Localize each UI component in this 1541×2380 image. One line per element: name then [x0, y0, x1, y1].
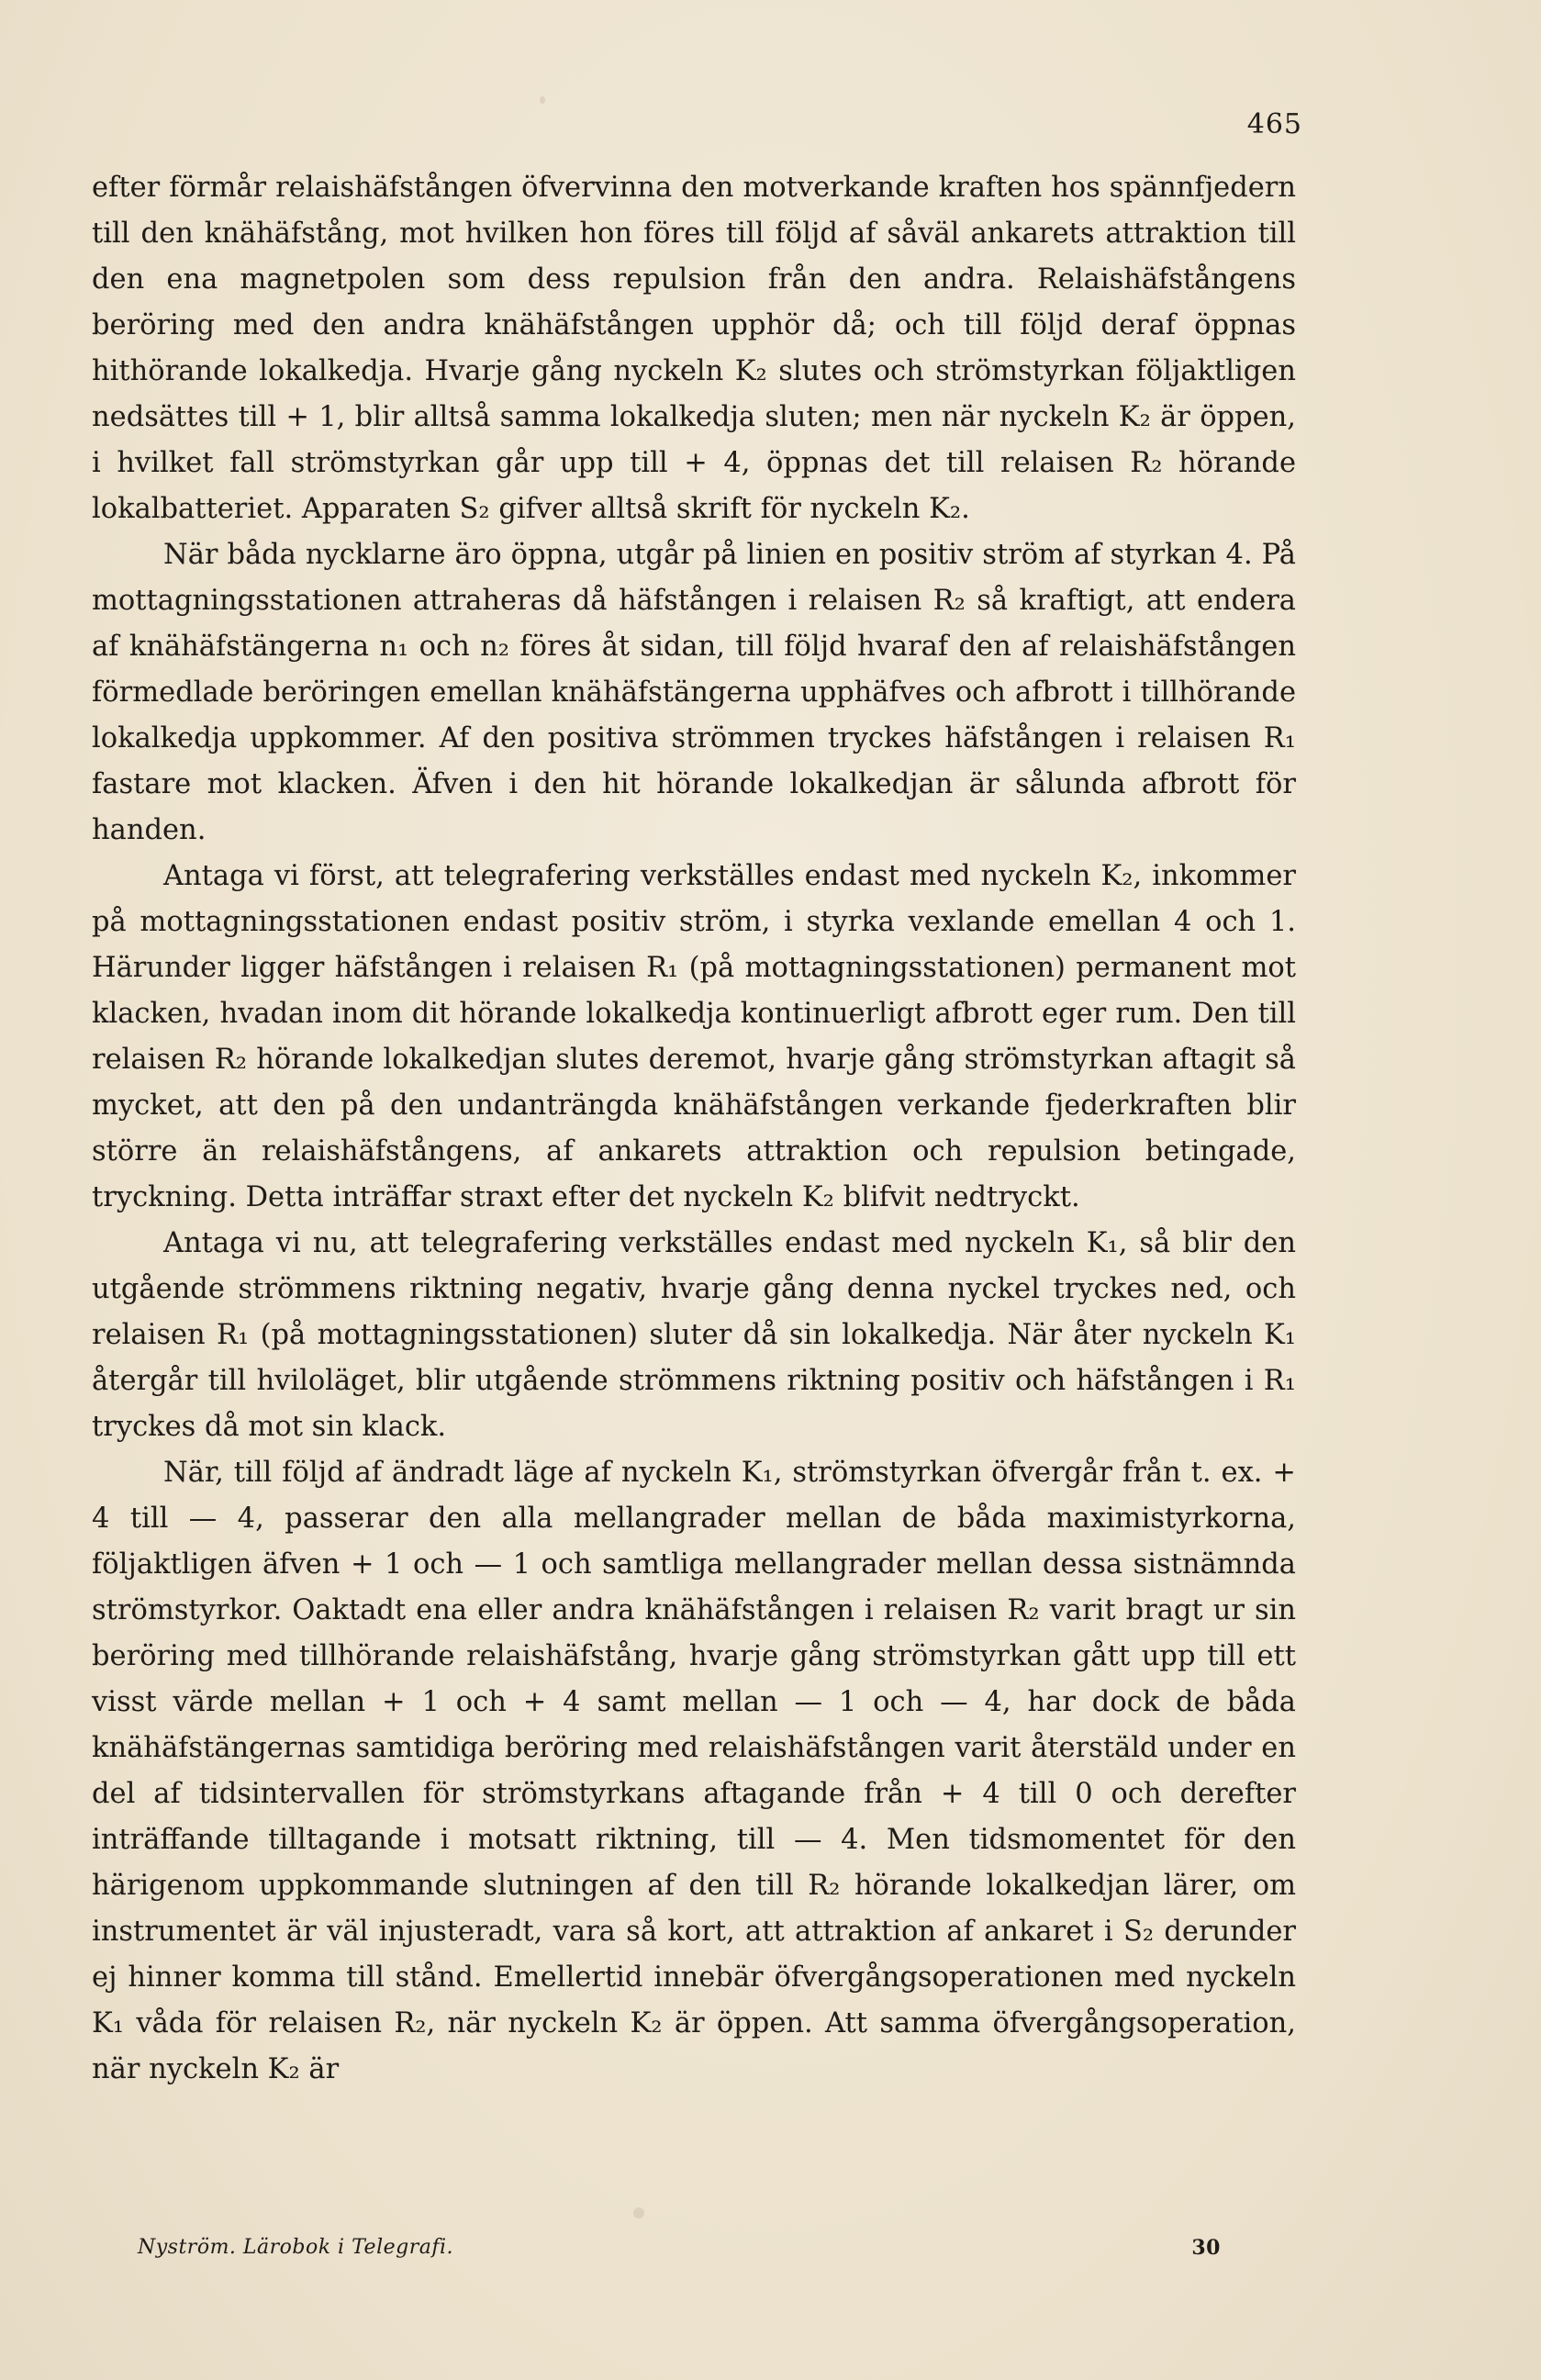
paper-stain: [540, 96, 545, 104]
paragraph: Antaga vi nu, att telegrafering verkställes endast med nyckeln K₁, så blir den utgående strömmens riktning negativ, hvarje gång denna nyckel tryckes ned, och relaisen R₁ (på mottagningsstationen) sluter då sin lokalkedja. När åter nyckeln K₁ återgår till hviloläget, blir utgående strömmens riktning positiv och häfstången i R₁ tryckes då mot sin klack.: [92, 1227, 1296, 1443]
paragraph: efter förmår relaishäfstången öfvervinna den motverkande kraften hos spännfjedern till den knähäfstång, mot hvilken hon föres till följd af såväl ankarets attraktion till den ena magnetpolen som dess repulsion från den andra. Relaishäfstångens beröring med den andra knähäfstången upphör då; och till följd deraf öppnas hithörande lokalkedja. Hvarje gång nyckeln K₂ slutes och strömstyrkan följaktligen nedsättes till + 1, blir alltså samma lokalkedja sluten; men när nyckeln K₂ är öppen, i hvilket fall strömstyrkan går upp till + 4, öppnas det till relaisen R₂ hörande lokalbatteriet. Apparaten S₂ gifver alltså skrift för nyckeln K₂.: [92, 172, 1296, 525]
running-title: Nyström. Lärobok i Telegrafi.: [138, 2236, 454, 2259]
signature-mark: 30: [1191, 2236, 1221, 2260]
paragraph: När båda nycklarne äro öppna, utgår på linien en positiv ström af styrkan 4. På mottagningsstationen attraheras då häfstången i relaisen R₂ så kraftigt, att endera af knähäfstängerna n₁ och n₂ föres åt sidan, till följd hvaraf den af relaishäfstången förmedlade beröringen emellan knähäfstängerna upphäfves och afbrott i tillhörande lokalkedja uppkommer. Af den positiva strömmen tryckes häfstången i relaisen R₁ fastare mot klacken. Äfven i den hit hörande lokalkedjan är sålunda afbrott för handen.: [92, 539, 1296, 846]
page-footer: [138, 2236, 1221, 2259]
paragraph: Antaga vi först, att telegrafering verkställes endast med nyckeln K₂, inkommer på mottagningsstationen endast positiv ström, i styrka vexlande emellan 4 och 1. Härunder ligger häfstången i relaisen R₁ (på mottagningsstationen) permanent mot klacken, hvadan inom dit hörande lokalkedja kontinuerligt afbrott eger rum. Den till relaisen R₂ hörande lokalkedjan slutes deremot, hvarje gång strömstyrkan aftagit så mycket, att den på den undanträngda knähäfstången verkande fjederkraften blir större än relaishäfstångens, af ankarets attraktion och repulsion betingade, tryckning. Detta inträffar straxt efter det nyckeln K₂ blifvit nedtryckt.: [92, 860, 1296, 1213]
page-number: 465: [1246, 108, 1302, 140]
paper-stain: [633, 2207, 644, 2218]
paragraph: När, till följd af ändradt läge af nyckeln K₁, strömstyrkan öfvergår från t. ex. + 4 till — 4, passerar den alla mellangrader mellan de båda maximistyrkorna, följaktligen äfven + 1 och — 1 och samtliga mellangrader mellan dessa sistnämnda strömstyrkor. Oaktadt ena eller andra knähäfstången i relaisen R₂ varit bragt ur sin beröring med tillhörande relaishäfstång, hvarje gång strömstyrkan gått upp till ett visst värde mellan + 1 och + 4 samt mellan — 1 och — 4, har dock de båda knähäfstängernas samtidiga beröring med relaishäfstången varit återstäld under en del af tidsintervallen för strömstyrkans aftagande från + 4 till 0 och derefter inträffande tilltagande i motsatt riktning, till — 4. Men tidsmomentet för den härigenom uppkommande slutningen af den till R₂ hörande lokalkedjan lärer, om instrumentet är väl injusteradt, vara så kort, att attraktion af ankaret i S₂ derunder ej hinner komma till stånd. Emellertid innebär öfvergångsoperationen med nyckeln K₁ våda för relaisen R₂, när nyckeln K₂ är öppen. Att samma öfvergångsoperation, när nyckeln K₂ är: [92, 1457, 1296, 2085]
body-text: [92, 165, 1296, 2093]
